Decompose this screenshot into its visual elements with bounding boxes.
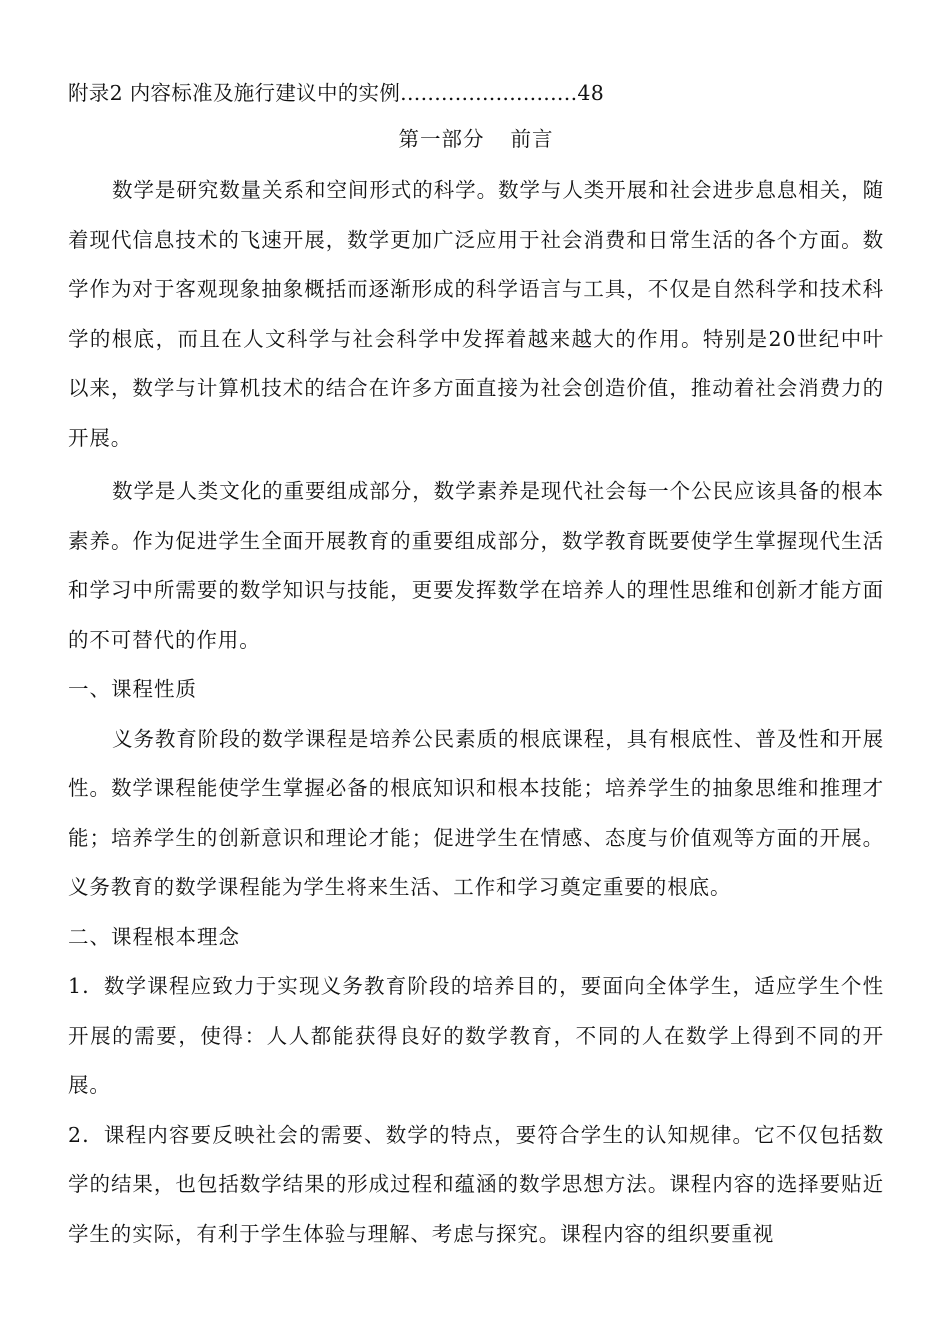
part-title	[68, 112, 884, 166]
part-name: 前言	[510, 127, 554, 151]
part-label: 第一部分	[398, 127, 485, 151]
preface-paragraph-2: 数学是人类文化的重要组成部分，数学素养是现代社会每一个公民应该具备的根本素养。作为促进学生全面开展教育的重要组成部分，数学教育既要使学生掌握现代生活和学习中所需要的数学知识与技能，更要发挥数学在培养人的理性思维和创新才能方面的不可替代的作用。	[68, 479, 884, 652]
concept-item-2: 2．课程内容要反映社会的需要、数学的特点，要符合学生的认知规律。它不仅包括数学的结果，也包括数学结果的形成过程和蕴涵的数学思想方法。课程内容的选择要贴近学生的实际，有利于学生体验与理解、考虑与探究。课程内容的组织要重视	[68, 1122, 884, 1246]
section-heading-basic-concepts: 二、课程根本理念	[68, 924, 240, 949]
course-nature-paragraph: 义务教育阶段的数学课程是培养公民素质的根底课程，具有根底性、普及性和开展性。数学课程能使学生掌握必备的根底知识和根本技能；培养学生的抽象思维和推理才能；培养学生的创新意识和理论才能；促进学生在情感、态度与价值观等方面的开展。义务教育的数学课程能为学生将来生活、工作和学习奠定重要的根底。	[68, 726, 884, 899]
toc-entry-appendix-2[interactable]: 附录2 内容标准及施行建议中的实例..........................48	[68, 81, 605, 105]
section-heading-course-nature: 一、课程性质	[68, 677, 197, 701]
preface-paragraph-1: 数学是研究数量关系和空间形式的科学。数学与人类开展和社会进步息息相关，随着现代信息技术的飞速开展，数学更加广泛应用于社会消费和日常生活的各个方面。数学作为对于客观现象抽象概括而逐渐形成的科学语言与工具，不仅是自然科学和技术科学的根底，而且在人文科学与社会科学中发挥着越来越大的作用。特别是20世纪中叶以来，数学与计算机技术的结合在许多方面直接为社会创造价值，推动着社会消费力的开展。	[68, 178, 884, 450]
concept-item-1: 1．数学课程应致力于实现义务教育阶段的培养目的，要面向全体学生，适应学生个性开展的需要，使得：人人都能获得良好的数学教育，不同的人在数学上得到不同的开展。	[68, 974, 884, 1097]
